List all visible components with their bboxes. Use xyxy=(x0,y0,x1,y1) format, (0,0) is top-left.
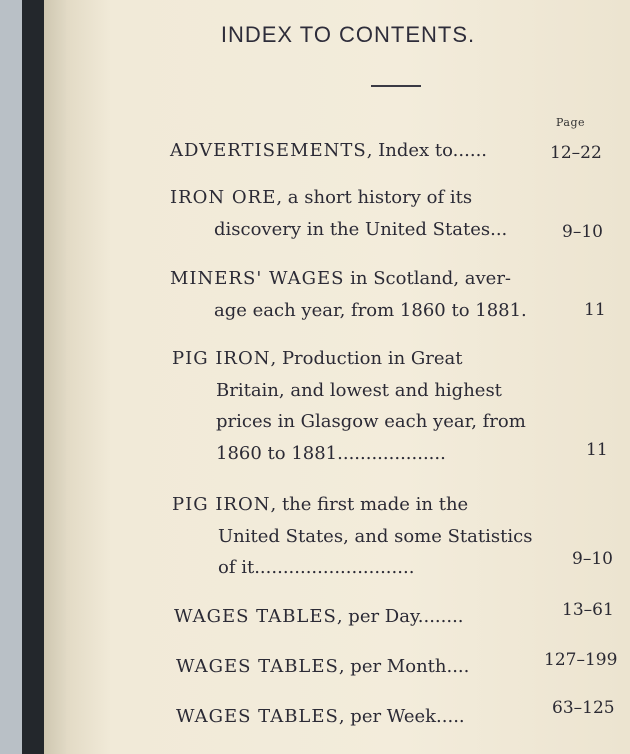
page-title: INDEX TO CONTENTS. xyxy=(220,22,476,47)
entry-heading: WAGES TABLES xyxy=(176,706,339,727)
cover-edge xyxy=(0,0,22,754)
page-column-label: Page xyxy=(556,116,586,129)
title-rule xyxy=(371,85,421,87)
entry-page: 11 xyxy=(586,440,608,460)
entry-heading: IRON ORE xyxy=(170,187,277,208)
entry-text: in Scotland, aver- xyxy=(344,268,511,289)
entry-text: , the first made in the xyxy=(270,494,469,515)
entry-text: , per Week..... xyxy=(338,706,465,727)
entry-text: 1860 to 1881................... xyxy=(216,443,446,464)
entry-page: 127–199 xyxy=(544,650,618,670)
entry-text: , a short history of its xyxy=(276,187,473,208)
entry-page: 11 xyxy=(584,300,606,320)
entry-text: , per Day........ xyxy=(336,606,464,627)
entry-text: age each year, from 1860 to 1881. xyxy=(214,300,527,321)
book-binding xyxy=(22,0,44,754)
entry-heading: ADVERTISEMENTS xyxy=(170,140,367,161)
entry-text: prices in Glasgow each year, from xyxy=(216,411,526,432)
entry-page: 63–125 xyxy=(552,698,615,718)
entry-page: 9–10 xyxy=(572,549,613,569)
entry-heading: PIG IRON xyxy=(172,494,271,515)
entry-heading: MINERS' WAGES xyxy=(170,268,345,289)
entry-heading: PIG IRON xyxy=(172,348,271,369)
entry-page: 13–61 xyxy=(562,600,614,620)
entry-text: , per Month.... xyxy=(338,656,470,677)
entry-heading: WAGES TABLES xyxy=(176,656,339,677)
entry-text: United States, and some Statistics xyxy=(218,526,533,547)
entry-page: 12–22 xyxy=(550,143,602,163)
index-page xyxy=(66,0,630,754)
entry-text: of it............................ xyxy=(218,557,415,578)
entry-text: , Production in Great xyxy=(270,348,463,369)
entry-text: Britain, and lowest and highest xyxy=(216,380,502,401)
entry-text: discovery in the United States... xyxy=(214,219,508,240)
entry-page: 9–10 xyxy=(562,222,603,242)
entry-heading: WAGES TABLES xyxy=(174,606,337,627)
entry-text: , Index to...... xyxy=(366,140,488,161)
